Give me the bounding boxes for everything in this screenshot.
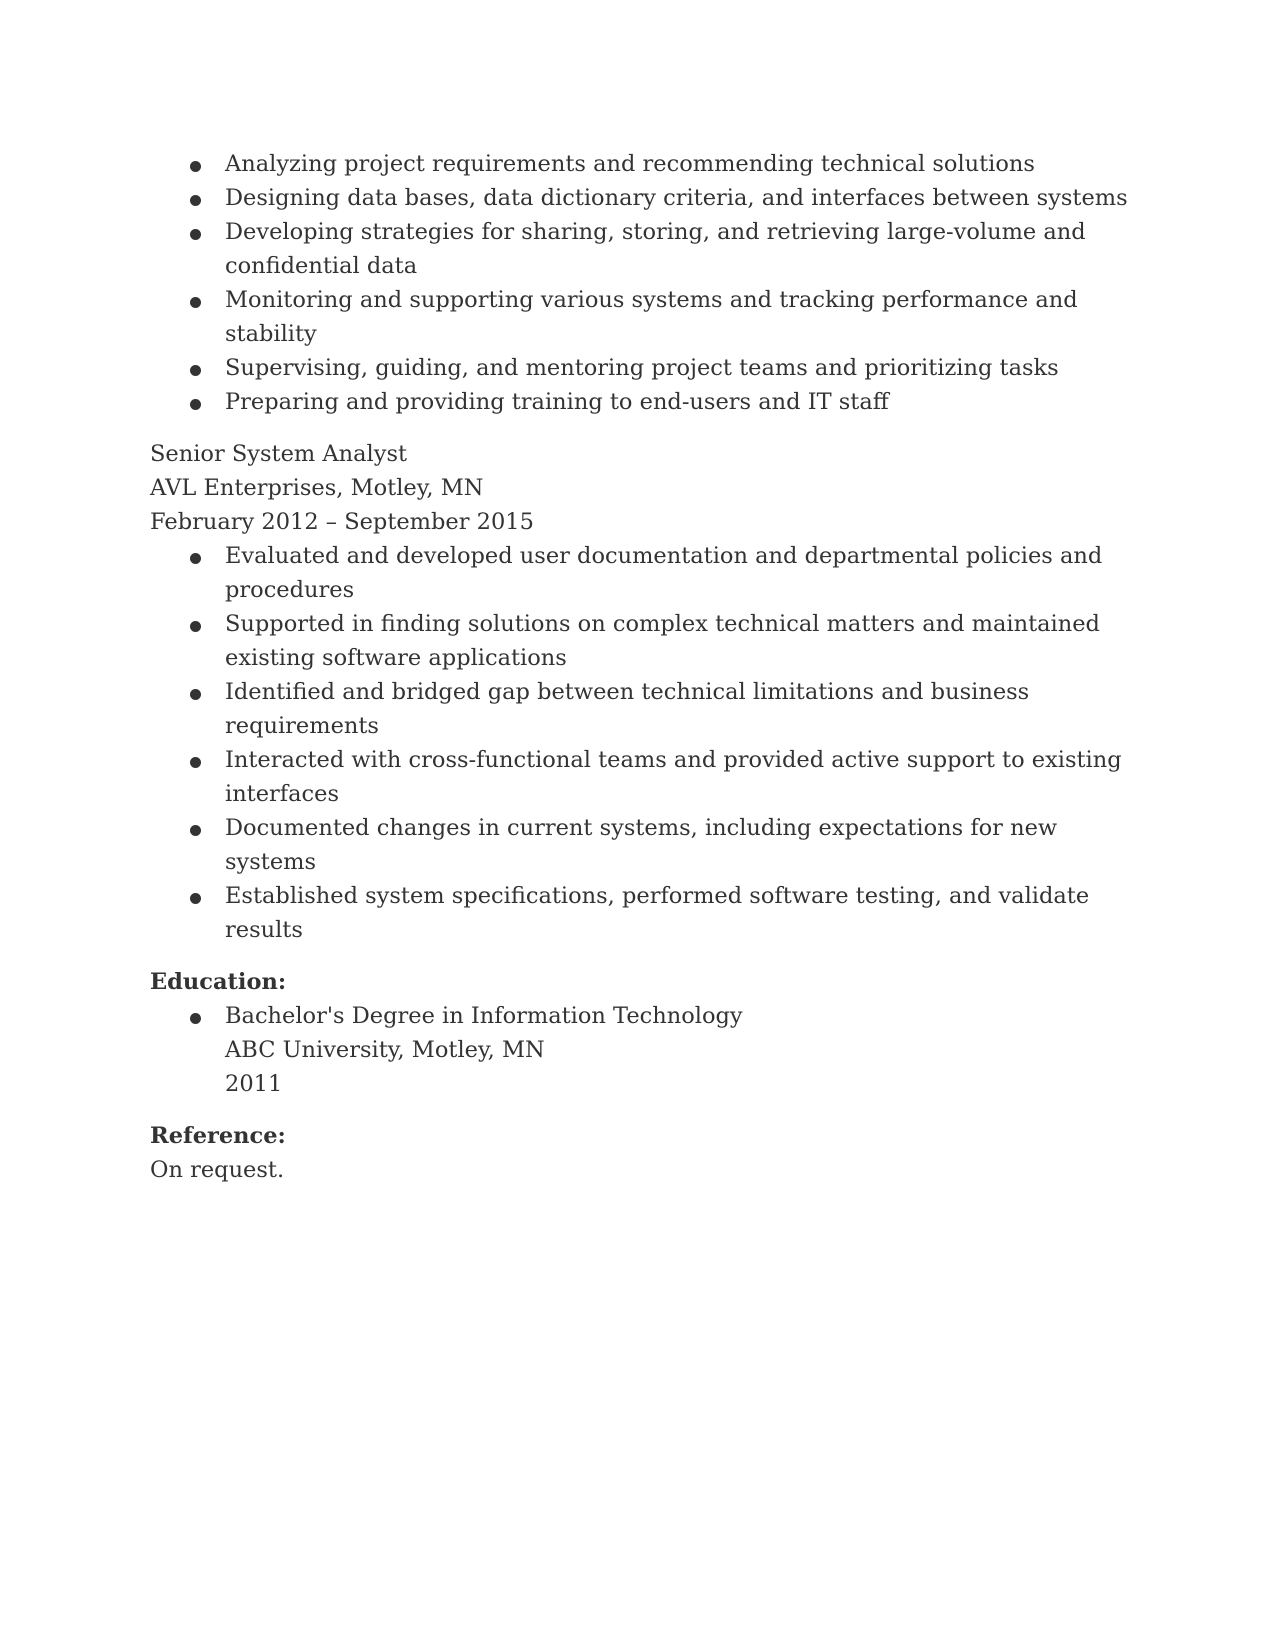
bullet-icon: [190, 757, 201, 768]
bullet-icon: [190, 1013, 201, 1024]
list-item: [150, 283, 1130, 351]
list-item-text: Identified and bridged gap between technical limitations and business requirements: [225, 679, 1030, 739]
job-entry: [150, 437, 1130, 947]
education-degree: Bachelor's Degree in Information Technology: [225, 1003, 743, 1029]
list-item-text: Evaluated and developed user documentation and departmental policies and procedures: [225, 543, 1103, 603]
job-dates: February 2012 – September 2015: [150, 509, 534, 535]
list-item: [150, 607, 1130, 675]
bullet-icon: [190, 689, 201, 700]
list-item: [150, 147, 1130, 181]
list-item: [150, 351, 1130, 385]
education-school: ABC University, Motley, MN: [225, 1037, 545, 1063]
reference-section: [150, 1119, 1130, 1187]
list-item: [150, 811, 1130, 879]
bullet-icon: [190, 161, 201, 172]
list-item-text: Established system specifications, performed software testing, and validate results: [225, 883, 1090, 943]
bullet-icon: [190, 365, 201, 376]
bullet-icon: [190, 553, 201, 564]
job-bullets-list: [150, 539, 1130, 947]
responsibilities-list: [150, 147, 1130, 419]
reference-text: On request.: [150, 1157, 285, 1183]
bullet-icon: [190, 195, 201, 206]
list-item: [150, 743, 1130, 811]
list-item-text: Interacted with cross-functional teams and provided active support to existing interfaces: [225, 747, 1122, 807]
list-item: [150, 675, 1130, 743]
job-title: Senior System Analyst: [150, 441, 408, 467]
list-item: [150, 999, 1130, 1101]
job-company: AVL Enterprises, Motley, MN: [150, 475, 484, 501]
list-item-text: Analyzing project requirements and recommending technical solutions: [225, 151, 1035, 177]
list-item: [150, 385, 1130, 419]
bullet-icon: [190, 399, 201, 410]
list-item-text: Preparing and providing training to end-users and IT staff: [225, 389, 889, 415]
list-item: [150, 539, 1130, 607]
bullet-icon: [190, 297, 201, 308]
list-item: [150, 879, 1130, 947]
bullet-icon: [190, 621, 201, 632]
list-item-text: Monitoring and supporting various systems and tracking performance and stability: [225, 287, 1078, 347]
list-item: [150, 181, 1130, 215]
list-item-text: Supported in finding solutions on complex technical matters and maintained existing software applications: [225, 611, 1100, 671]
education-year: 2011: [225, 1071, 283, 1097]
list-item: [150, 215, 1130, 283]
education-section: [150, 965, 1130, 1101]
reference-heading: Reference:: [150, 1123, 286, 1149]
list-item-text: Documented changes in current systems, including expectations for new systems: [225, 815, 1058, 875]
list-item-text: Supervising, guiding, and mentoring project teams and prioritizing tasks: [225, 355, 1059, 381]
education-list: [150, 999, 1130, 1101]
resume-content: [150, 147, 1130, 1187]
list-item-text: Designing data bases, data dictionary criteria, and interfaces between systems: [225, 185, 1128, 211]
bullet-icon: [190, 825, 201, 836]
bullet-icon: [190, 229, 201, 240]
bullet-icon: [190, 893, 201, 904]
education-heading: Education:: [150, 969, 287, 995]
list-item-text: Developing strategies for sharing, storing, and retrieving large-volume and confidential data: [225, 219, 1086, 279]
